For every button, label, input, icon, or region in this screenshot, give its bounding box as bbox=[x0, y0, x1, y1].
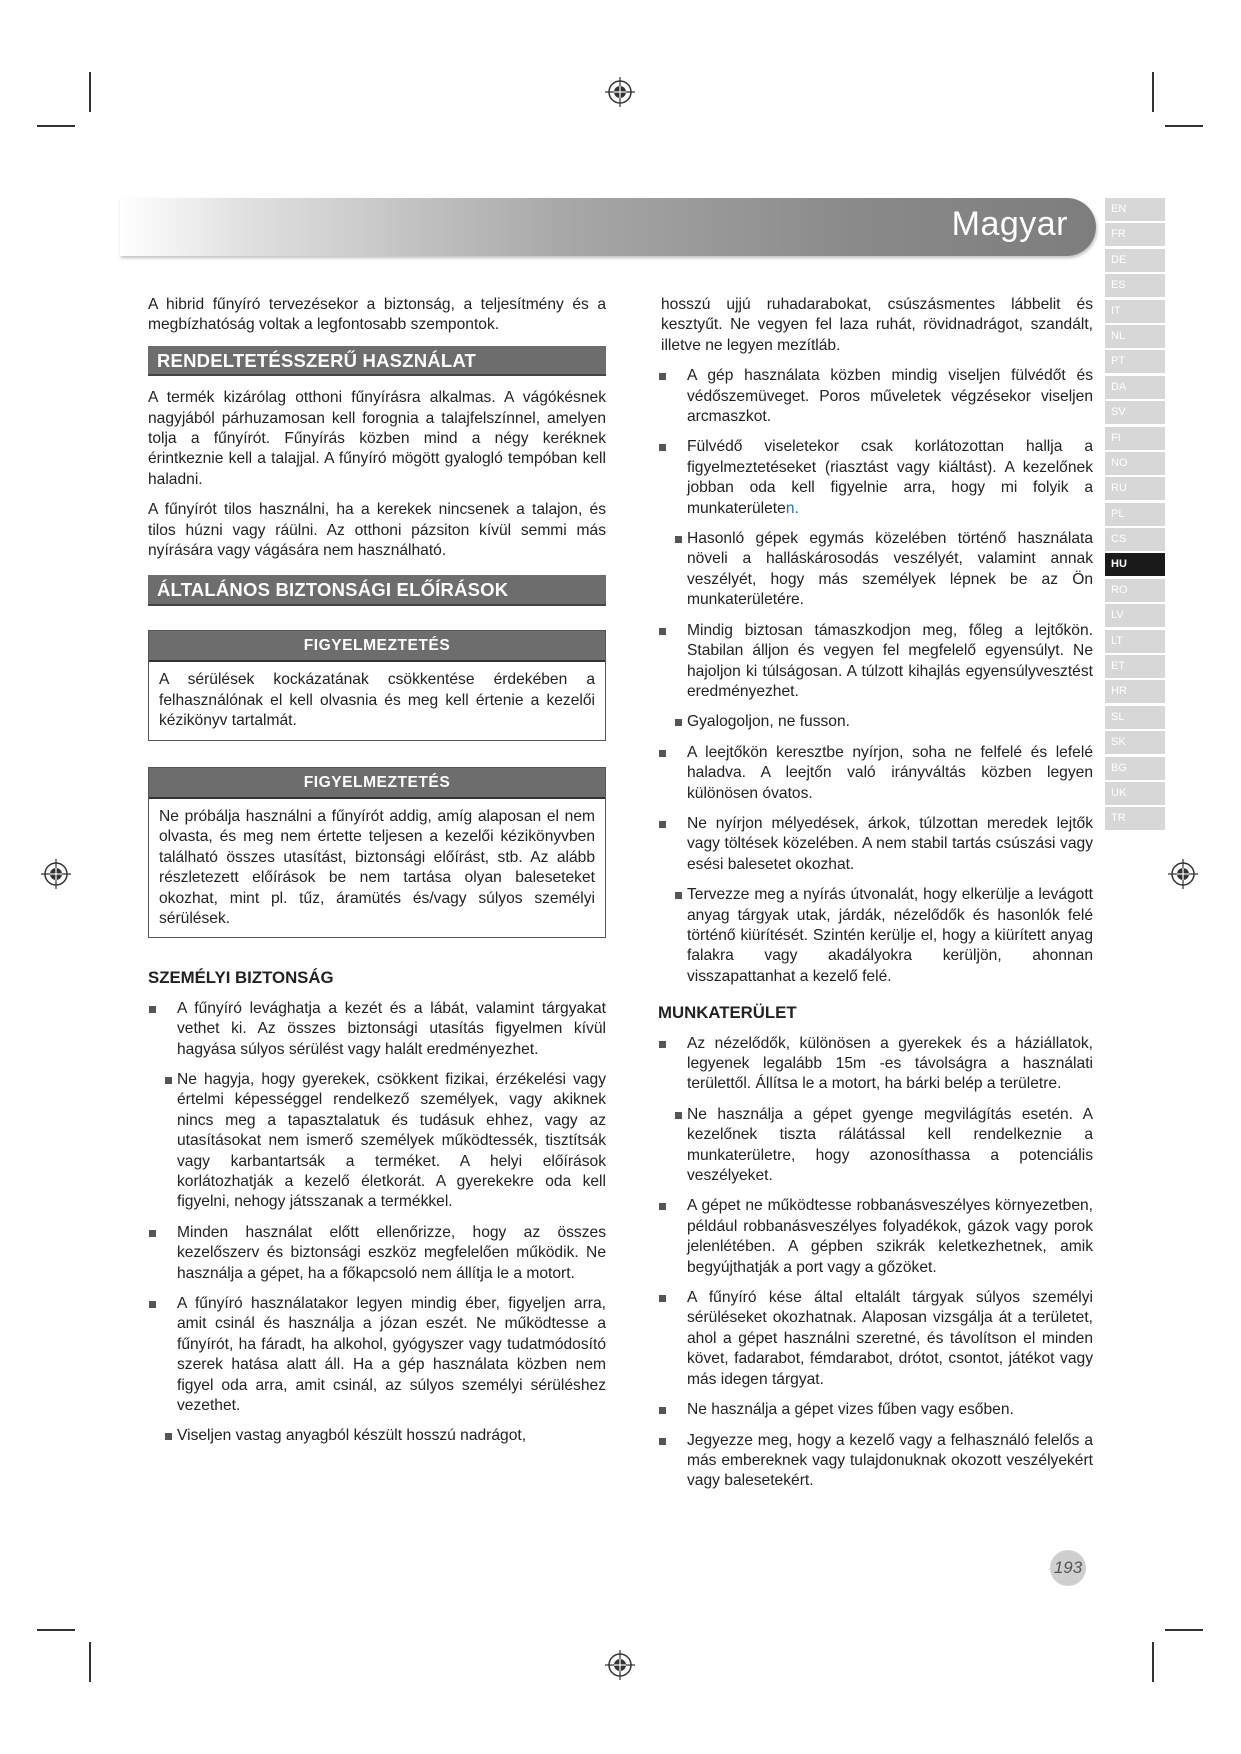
warning-title: FIGYELMEZTETÉS bbox=[149, 631, 605, 662]
intro-paragraph: A hibrid fűnyíró tervezésekor a biztonság, a teljesítmény és a megbízhatóság voltak a legfontosabb szempontok. bbox=[148, 296, 606, 334]
language-tab-lt: LT bbox=[1105, 630, 1165, 653]
language-tab-ro: RO bbox=[1105, 579, 1165, 602]
language-tab-uk: UK bbox=[1105, 782, 1165, 805]
language-tab-hr: HR bbox=[1105, 680, 1165, 703]
list-item-text: Fülvédő viseletekor csak korlátozottan hallja a figyelmeztetéseket (riasztást vagy kiáltást). A kezelőnek jobban oda kell figyelnie arra, hogy mi folyik a munkaterülete bbox=[687, 438, 1093, 517]
list-item: A leejtőkön keresztbe nyírjon, soha ne felfelé és lefelé haladva. A leejtőn való irányváltás közben legyen különösen óvatos. bbox=[658, 743, 1093, 804]
page-number: 193 bbox=[1050, 1550, 1086, 1586]
language-tab-bg: BG bbox=[1105, 757, 1165, 780]
list-item: A gépet ne működtesse robbanásveszélyes környezetben, például robbanásveszélyes folyadékok, gázok vagy porok jelenlétében. A gépben szikrák keletkezhetnek, amik begyújthatják a port vagy a gőzöket. bbox=[658, 1196, 1093, 1278]
list-item: Mindig biztosan támaszkodjon meg, főleg a lejtőkön. Stabilan álljon és vegyen fel megfelelő egyensúlyt. Ne hajoljon ki túlságosan. A túlzott kihajlás egyensúlyvesztést eredményezhet. bbox=[658, 621, 1093, 703]
continued-paragraph: hosszú ujjú ruhadarabokat, csúszásmentes lábbelit és kesztyűt. Ne vegyen fel laza ruhát, rövidnadrágot, szandált, illetve ne legyen mezítláb. bbox=[661, 296, 1093, 354]
warning-box bbox=[148, 630, 606, 741]
language-tab-it: IT bbox=[1105, 300, 1165, 323]
crop-mark bbox=[37, 125, 75, 127]
list-item: Ne hagyja, hogy gyerekek, csökkent fizikai, érzékelési vagy értelmi képességgel rendelkező személyek, vagy akiknek nincs meg a tapasztalatuk és tudásuk ehhez, vagy az utasításokat nem ismerő személyek működtessék, tisztítsák vagy karbantartsák a terméket. A helyi előírások korlátozhatják a kezelő életkorát. A gyerekekre oda kell figyelni, nehogy játsszanak a termékkel. bbox=[148, 1070, 606, 1213]
subsection-heading-work-area: MUNKATERÜLET bbox=[658, 1003, 797, 1023]
language-tab-pl: PL bbox=[1105, 503, 1165, 526]
crop-mark bbox=[89, 72, 91, 112]
language-tab-pt: PT bbox=[1105, 350, 1165, 373]
list-item bbox=[658, 437, 1093, 519]
list-item: A fűnyíró levághatja a kezét és a lábát, valamint tárgyakat vethet ki. Az összes biztonsági utasítás figyelmen kívül hagyása súlyos sérülést vagy halált eredményezhet. bbox=[148, 999, 606, 1060]
crop-mark bbox=[1165, 1629, 1203, 1631]
registration-mark-icon bbox=[603, 1648, 637, 1682]
language-tab-sl: SL bbox=[1105, 706, 1165, 729]
list-item-accent-text: n. bbox=[785, 499, 799, 517]
list-item: Tervezze meg a nyírás útvonalát, hogy elkerülje a levágott anyag tárgyak utak, járdák, nézelődők és hasonlók felé történő kiürítését. Szintén kerülje el, hogy a kiürített anyag falakra vagy akadályokra kerüljön, ahonnan visszapattanhat a kezelő felé. bbox=[658, 885, 1093, 987]
list-item: Viseljen vastag anyagból készült hosszú nadrágot, bbox=[148, 1426, 606, 1446]
intended-use-paragraph: A fűnyírót tilos használni, ha a kerekek nincsenek a talajon, és tilos húzni vagy ráülni. Az otthoni pázsiton kívül semmi más nyírására vagy vágására nem használható. bbox=[148, 501, 606, 560]
crop-mark bbox=[37, 1629, 75, 1631]
language-tab-no: NO bbox=[1105, 452, 1165, 475]
warning-box bbox=[148, 767, 606, 939]
language-tab-sv: SV bbox=[1105, 401, 1165, 424]
crop-mark bbox=[1152, 72, 1154, 112]
list-item: A fűnyíró használatakor legyen mindig éber, figyeljen arra, amit csinál és használja a józan eszét. Ne működtesse a fűnyírót, ha fáradt, ha alkohol, gyógyszer vagy tudatmódosító szerek hatása alatt áll. Ha a gép használata közben nem figyel oda arra, amit csinál, az súlyos személyi sérüléshez vezethet. bbox=[148, 1294, 606, 1416]
language-tab-tr: TR bbox=[1105, 807, 1165, 830]
list-item: A fűnyíró kése által eltalált tárgyak súlyos személyi sérüléseket okozhatnak. Alaposan vizsgálja át a területet, ahol a gépet használni szeretné, és távolítson el minden követ, fadarabot, fémdarabot, drótot, csontot, játékot vagy más idegen tárgyat. bbox=[658, 1288, 1093, 1390]
language-tab-en: EN bbox=[1105, 198, 1165, 221]
warning-title: FIGYELMEZTETÉS bbox=[149, 768, 605, 799]
list-item: Jegyezze meg, hogy a kezelő vagy a felhasználó felelős a más embereknek vagy tulajdonuknak okozott veszélyekért vagy balesetekért. bbox=[658, 1431, 1093, 1492]
crop-mark bbox=[1165, 125, 1203, 127]
language-tab-lv: LV bbox=[1105, 604, 1165, 627]
list-item: Az nézelődők, különösen a gyerekek és a háziállatok, legyenek legalább 15m -es távolságra a használati területtől. Állítsa le a motort, ha bárki belép a területre. bbox=[658, 1034, 1093, 1095]
language-tab-sk: SK bbox=[1105, 731, 1165, 754]
warning-text: Ne próbálja használni a fűnyírót addig, amíg alaposan el nem olvasta, és meg nem értette teljesen a kezelői kézikönyvben található összes utasítást, biztonsági előírást, stb. Az alább részletezett előírások be nem tartása olyan baleseteket okozhat, mint pl. tűz, áramütés és/vagy súlyos személyi sérülések. bbox=[159, 807, 595, 927]
crop-mark bbox=[1152, 1642, 1154, 1682]
subsection-heading-personal-safety: SZEMÉLYI BIZTONSÁG bbox=[148, 968, 334, 988]
language-header-bar bbox=[120, 198, 1096, 256]
list-item: Ne használja a gépet vizes fűben vagy esőben. bbox=[658, 1400, 1093, 1420]
list-item: Hasonló gépek egymás közelében történő használata növeli a halláskárosodás veszélyét, valamint annak veszélyét, hogy más személyek lépnek be az Ön munkaterületére. bbox=[658, 529, 1093, 611]
language-tab-fr: FR bbox=[1105, 223, 1165, 246]
right-column bbox=[658, 295, 1093, 1502]
registration-mark-icon bbox=[603, 75, 637, 109]
section-heading-general-safety: ÁLTALÁNOS BIZTONSÁGI ELŐÍRÁSOK bbox=[148, 575, 606, 605]
left-column bbox=[148, 295, 606, 1457]
list-item: A gép használata közben mindig viseljen fülvédőt és védőszemüveget. Poros műveletek végzésekor viseljen arcmaszkot. bbox=[658, 366, 1093, 427]
language-tab-da: DA bbox=[1105, 376, 1165, 399]
page-language-title: Magyar bbox=[951, 205, 1068, 243]
language-tab-fi: FI bbox=[1105, 427, 1165, 450]
crop-mark bbox=[89, 1642, 91, 1682]
section-heading-intended-use: RENDELTETÉSSZERŰ HASZNÁLAT bbox=[148, 346, 606, 376]
language-tab-nl: NL bbox=[1105, 325, 1165, 348]
list-item: Gyalogoljon, ne fusson. bbox=[658, 712, 1093, 732]
list-item: Minden használat előtt ellenőrizze, hogy az összes kezelőszerv és biztonsági eszköz megfelelően működik. Ne használja a gépet, ha a főkapcsoló nem állítja le a motort. bbox=[148, 1223, 606, 1284]
language-tab-es: ES bbox=[1105, 274, 1165, 297]
language-tab-de: DE bbox=[1105, 249, 1165, 272]
language-tab-et: ET bbox=[1105, 655, 1165, 678]
language-tab-cs: CS bbox=[1105, 528, 1165, 551]
list-item: Ne használja a gépet gyenge megvilágítás esetén. A kezelőnek tiszta rálátással kell rendelkeznie a munkaterületre, hogy azonosíthassa a potenciális veszélyeket. bbox=[658, 1105, 1093, 1187]
language-index-sidebar bbox=[1105, 198, 1165, 833]
intended-use-paragraph: A termék kizárólag otthoni fűnyírásra alkalmas. A vágókésnek nagyjából párhuzamosan kell forognia a talajfelszínnel, amelyen tolja a fűnyírót. Fűnyírás közben mind a négy keréknek érintkeznie kell a talajjal. A fűnyíró mögött gyalogló tempóban kell haladni. bbox=[148, 389, 606, 488]
list-item: Ne nyírjon mélyedések, árkok, túlzottan meredek lejtők vagy töltések közelében. A nem stabil tartás csúszási vagy esési balesetet okozhat. bbox=[658, 814, 1093, 875]
warning-text: A sérülések kockázatának csökkentése érdekében a felhasználónak el kell olvasnia és meg kell értenie a kezelői kézikönyv tartalmát. bbox=[159, 671, 595, 730]
registration-mark-icon bbox=[39, 857, 73, 891]
language-tab-ru: RU bbox=[1105, 477, 1165, 500]
registration-mark-icon bbox=[1166, 857, 1200, 891]
language-tab-hu: HU bbox=[1105, 553, 1165, 576]
